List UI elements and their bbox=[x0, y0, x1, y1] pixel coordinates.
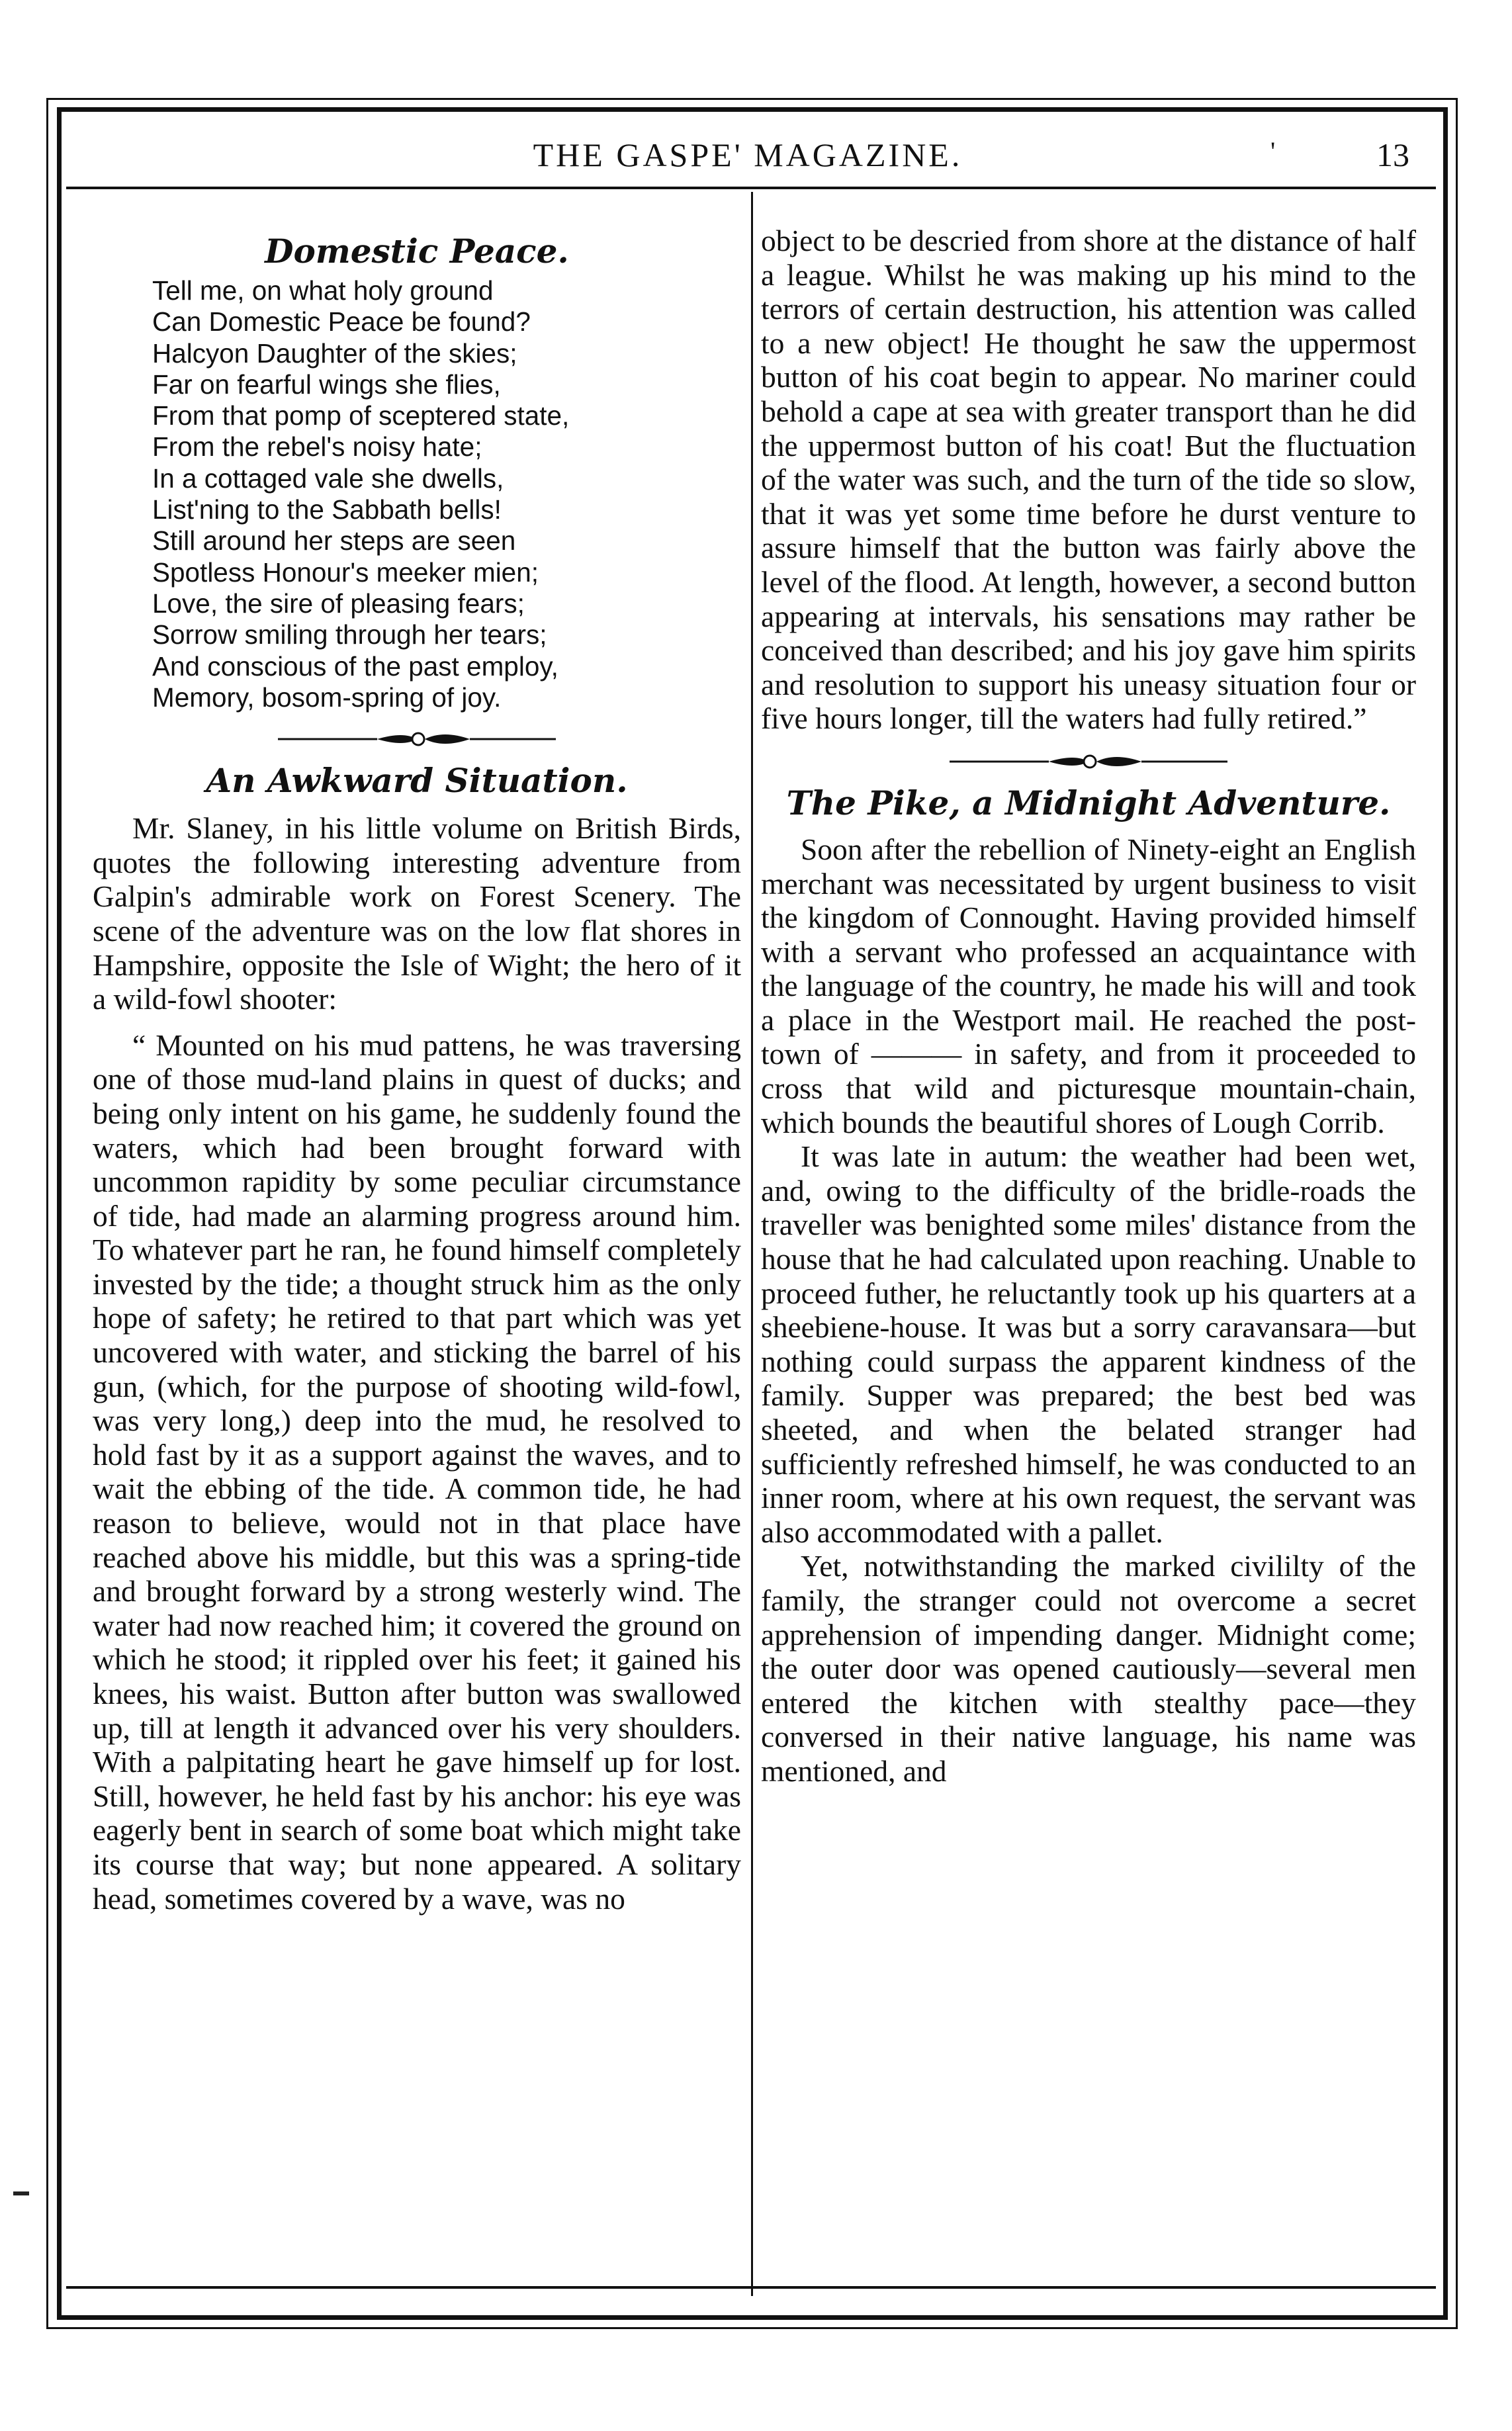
poem-line: Tell me, on what holy ground bbox=[152, 275, 494, 306]
column-divider bbox=[751, 192, 753, 2296]
poem-line: Spotless Honour's meeker mien; bbox=[152, 556, 539, 588]
margin-mark bbox=[13, 2191, 29, 2195]
poem-title: Domestic Peace. bbox=[265, 232, 569, 271]
poem-line: List'ning to the Sabbath bells! bbox=[152, 494, 502, 525]
poem-line: Memory, bosom-spring of joy. bbox=[152, 682, 502, 713]
article-title-awkward-situation: An Awkward Situation. bbox=[206, 761, 628, 801]
poem-line: Still around her steps are seen bbox=[152, 525, 516, 556]
poem-line: And conscious of the past employ, bbox=[152, 650, 558, 682]
left-column bbox=[93, 199, 741, 1916]
poem-line: Sorrow smiling through her tears; bbox=[152, 619, 547, 650]
poem-line: From the rebel's noisy hate; bbox=[152, 431, 482, 463]
poem bbox=[152, 275, 741, 713]
article-paragraph: Soon after the rebellion of Ninety-eight an English merchant was necessitated by urgent business to visit the kingdom of Connought. Having provided himself with a servant who professed an acquaintance with the language of the country, he made his will and took a place in the Westport mail. He reached the post-town of ——— in safety, and from it proceeded to cross that wild and picturesque mountain-chain, which bounds the beautiful shores of Lough Corrib. bbox=[761, 832, 1416, 1139]
page-number: 13 bbox=[1376, 136, 1409, 173]
article-paragraph-continued: object to be descried from shore at the distance of half a league. Whilst he was making up his mind to the terrors of certain destruction, his attention was called to a new object! He thought he saw the uppermost button of his coat begin to appear. No mariner could behold a cape at sea with greater transport than he did the uppermost button of his coat! But the fluctuation of the water was such, and the turn of the tide so slow, that it was yet some time before he durst venture to assure himself that the button was fairly above the level of the flood. At length, however, a second button appearing at intervals, his sensations may rather be conceived than described; and his joy gave him spirits and resolution to support his uneasy situation four or five hours longer, till the waters had fully retired.” bbox=[761, 224, 1416, 736]
ornament-divider bbox=[761, 748, 1416, 777]
poem-line: Can Domestic Peace be found? bbox=[152, 306, 531, 337]
bottom-rule bbox=[66, 2286, 1436, 2289]
magazine-title: THE GASPE' MAGAZINE. bbox=[533, 136, 963, 173]
poem-line: Halcyon Daughter of the skies; bbox=[152, 337, 517, 369]
poem-line: From that pomp of sceptered state, bbox=[152, 400, 570, 431]
ornament-divider bbox=[93, 725, 741, 754]
article-paragraph: Yet, notwithstanding the marked civililty of the family, the stranger could not overcome a secret apprehension of impending danger. Midnight come; the outer door was opened cautiously—several men entered the kitchen with stealthy pace—they conversed in their native language, his name was mentioned, and bbox=[761, 1549, 1416, 1788]
header-rule bbox=[66, 187, 1436, 189]
running-header bbox=[66, 136, 1429, 183]
poem-line: In a cottaged vale she dwells, bbox=[152, 463, 504, 494]
article-paragraph: Mr. Slaney, in his little volume on British Birds, quotes the following interesting adventure from Galpin's admirable work on Forest Scenery. The scene of the adventure was on the low flat shores in Hampshire, opposite the Isle of Wight; the hero of it a wild-fowl shooter: bbox=[93, 811, 741, 1016]
article-paragraph: “ Mounted on his mud pattens, he was traversing one of those mud-land plains in quest of ducks; and being only intent on his game, he suddenly found the waters, which had been brought forward with uncommon rapidity by some peculiar circumstance of tide, had made an alarming progress around him. To whatever part he ran, he found himself completely invested by the tide; a thought struck him as the only hope of safety; he retired to that part which was yet uncovered with water, and sticking the barrel of his gun, (which, for the purpose of shooting wild-fowl, was very long,) deep into the mud, he resolved to hold fast by it as a support against the waves, and to wait the ebbing of the tide. A common tide, he had reason to believe, would not in that place have reached above his middle, but this was a spring-tide and brought forward by a strong westerly wind. The water had now reached him; it covered the ground on which he stood; it rippled over his feet; it gained his knees, his waist. Button after button was swallowed up, till at length it advanced over his very shoulders. With a palpitating heart he gave himself up for lost. Still, however, he held fast by his anchor: his eye was eagerly bent in search of some boat which might take its course that way; but none appeared. A solitary head, sometimes covered by a wave, was no bbox=[93, 1028, 741, 1916]
right-column bbox=[761, 199, 1416, 1789]
header-mark: ' bbox=[1270, 136, 1276, 166]
poem-line: Love, the sire of pleasing fears; bbox=[152, 588, 525, 619]
article-title-pike: The Pike, a Midnight Adventure. bbox=[786, 783, 1391, 822]
article-paragraph: It was late in autum: the weather had been wet, and, owing to the difficulty of the bridle-roads the traveller was benighted some miles' distance from the house that he had calculated upon reaching. Unable to proceed futher, he reluctantly took up his quarters at a sheebiene-house. It was but a sorry caravansara—but nothing could surpass the apparent kindness of the family. Supper was prepared; the best bed was sheeted, and when the belated stranger had sufficiently refreshed himself, he was conducted to an inner room, where at his own request, the servant was also accommodated with a pallet. bbox=[761, 1139, 1416, 1549]
poem-line: Far on fearful wings she flies, bbox=[152, 369, 501, 400]
